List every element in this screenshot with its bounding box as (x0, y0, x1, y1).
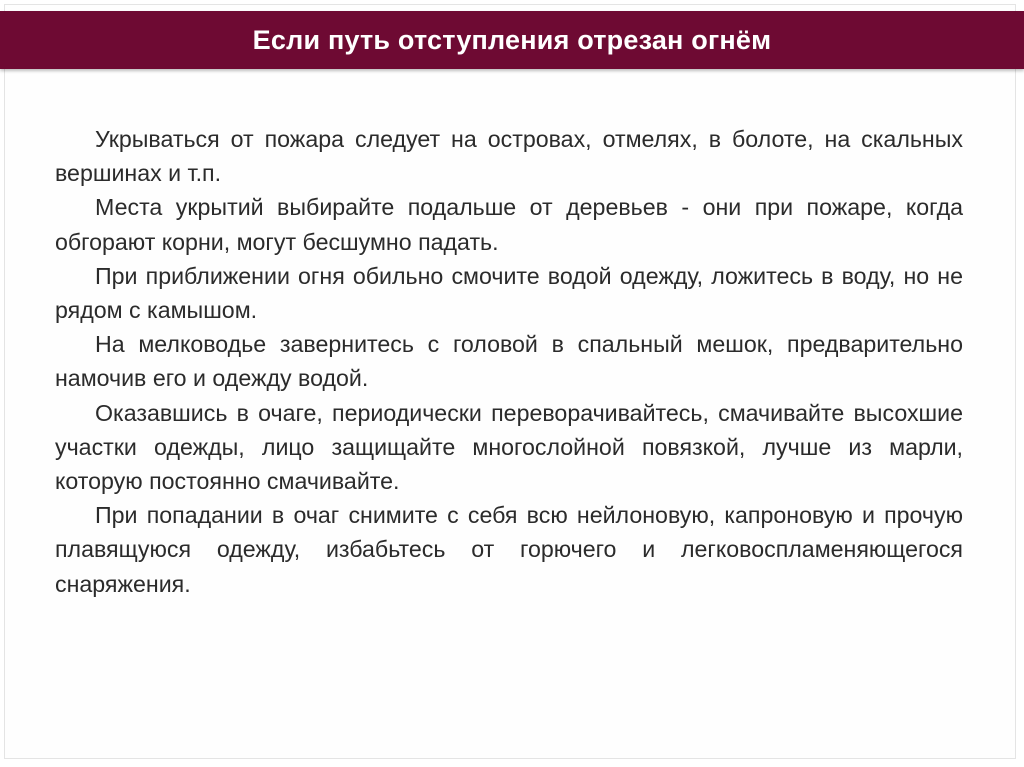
slide-title: Если путь отступления отрезан огнём (252, 24, 772, 55)
paragraph-wet-clothes: При приближении огня обильно смочите водой одежду, ложитесь в воду, но не рядом с камышом. (55, 262, 963, 324)
paragraph-away-from-trees: Места укрытий выбирайте подальше от деревьев - они при пожаре, когда обгорают корни, могут бесшумно падать. (55, 194, 963, 255)
slide-body (55, 122, 963, 601)
paragraph-sleeping-bag: На мелководье завернитесь с головой в спальный мешок, предварительно намочив его и одежду водой. (55, 331, 963, 392)
paragraph-remove-synthetics: При попадании в очаг снимите с себя всю нейлоновую, капроновую и прочую плавящуюся одежду, избабьтесь от горючего и легковоспламеняющегося снаряжения. (55, 502, 963, 597)
title-bar (0, 11, 1024, 69)
paragraph-shelter-locations: Укрываться от пожара следует на островах, отмелях, в болоте, на скальных вершинах и т.п. (55, 126, 963, 187)
paragraph-in-fire-zone: Оказавшись в очаге, периодически переворачивайтесь, смачивайте высохшие участки одежды, лицо защищайте многослойной повязкой, лучше из марли, которую постоянно смачивайте. (55, 399, 963, 495)
